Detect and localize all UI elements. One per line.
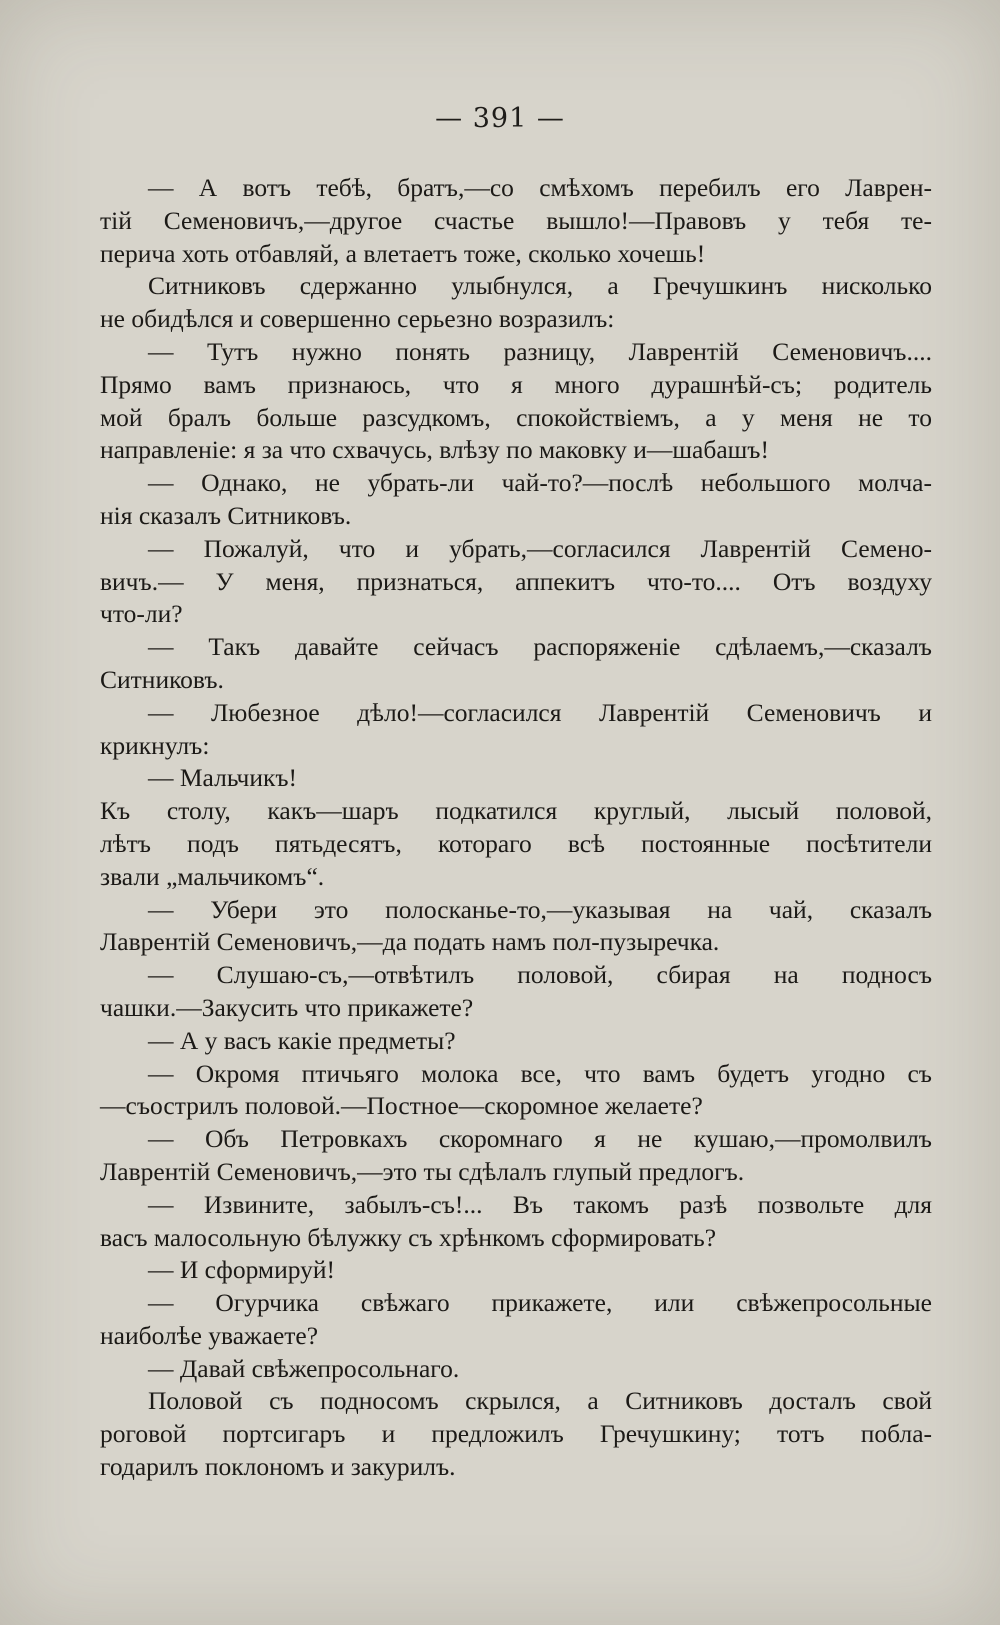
- text-line: наиболѣе уважаете?: [100, 1320, 319, 1350]
- text-line: — Убери это полосканье-то,—указывая на чай, сказалъ: [148, 894, 932, 924]
- text-line: Лаврентій Семеновичъ,—это ты сдѣлалъ глупый предлогъ.: [100, 1156, 745, 1186]
- body-text: [100, 172, 932, 1484]
- text-line: что-ли?: [100, 599, 183, 629]
- text-line: — Мальчикъ!: [148, 763, 298, 793]
- text-line: звали „мальчикомъ“.: [100, 861, 325, 891]
- text-line: — Окромя птичьяго молока все, что вамъ будетъ угодно съ: [148, 1058, 932, 1088]
- text-line: — А у васъ какіе предметы?: [148, 1025, 456, 1055]
- text-line: — Пожалуй, что и убрать,—согласился Лаврентій Семено-: [148, 533, 932, 563]
- text-line: — А вотъ тебѣ, братъ,—со смѣхомъ перебилъ его Лаврен-: [148, 173, 932, 202]
- text-line: чашки.—Закусить что прикажете?: [100, 992, 474, 1022]
- text-line: — Любезное дѣло!—согласился Лаврентій Семеновичъ и: [148, 697, 932, 727]
- text-line: годарилъ поклономъ и закурилъ.: [100, 1452, 456, 1482]
- text-line: — Объ Петровкахъ скоромнаго я не кушаю,—промолвилъ: [148, 1124, 932, 1154]
- text-line: — Огурчика свѣжаго прикажете, или свѣжепросольные: [148, 1288, 932, 1318]
- text-line: крикнулъ:: [100, 730, 210, 760]
- text-line: — Такъ давайте сейчасъ распоряженіе сдѣлаемъ,—сказалъ: [148, 632, 932, 662]
- text-line: васъ малосольную бѣлужку съ хрѣнкомъ сформировать?: [100, 1222, 717, 1252]
- text-line: Ситниковъ.: [100, 664, 224, 694]
- text-line: Ситниковъ сдержанно улыбнулся, а Гречушкинъ нисколько: [148, 271, 932, 301]
- text-line: —съострилъ половой.—Постное—скоромное желаете?: [100, 1091, 703, 1121]
- text-line: роговой портсигаръ и предложилъ Гречушкину; тотъ побла-: [100, 1419, 932, 1449]
- text-line: лѣтъ подъ пятьдесятъ, котораго всѣ постоянные посѣтители: [100, 828, 932, 858]
- text-line: — Извините, забылъ-съ!... Въ такомъ разѣ позвольте для: [148, 1189, 932, 1219]
- text-line: не обидѣлся и совершенно серьезно возразилъ:: [100, 304, 615, 334]
- text-line: нія сказалъ Ситниковъ.: [100, 500, 352, 530]
- text-line: вичъ.— У меня, признаться, аппекитъ что-то.... Отъ воздуху: [100, 566, 932, 596]
- text-line: — Тутъ нужно понять разницу, Лаврентій Семеновичъ....: [148, 336, 932, 366]
- text-line: Къ столу, какъ—шаръ подкатился круглый, лысый половой,: [100, 796, 932, 826]
- text-line: — Слушаю-съ,—отвѣтилъ половой, сбирая на подносъ: [148, 960, 932, 990]
- text-line: направленіе: я за что схвачусь, влѣзу по маковку и—шабашъ!: [100, 435, 769, 465]
- text-line: Половой съ подносомъ скрылся, а Ситниковъ досталъ свой: [148, 1386, 932, 1416]
- text-line: мой бралъ больше разсудкомъ, спокойствіемъ, а у меня не то: [100, 402, 932, 432]
- text-line: — Давай свѣжепросольнаго.: [148, 1353, 460, 1383]
- text-line: перича хоть отбавляй, а влетаетъ тоже, сколько хочешь!: [100, 238, 706, 268]
- text-line: тій Семеновичъ,—другое счастье вышло!—Правовъ у тебя те-: [100, 205, 932, 235]
- text-line: — И сформируй!: [148, 1255, 336, 1285]
- text-line: Прямо вамъ признаюсь, что я много дурашнѣй-съ; родитель: [100, 369, 932, 399]
- page-number: — 391 —: [435, 103, 565, 134]
- text-line: — Однако, не убрать-ли чай-то?—послѣ небольшого молча-: [148, 468, 932, 498]
- text-line: Лаврентій Семеновичъ,—да подать намъ пол-пузыречка.: [100, 927, 720, 957]
